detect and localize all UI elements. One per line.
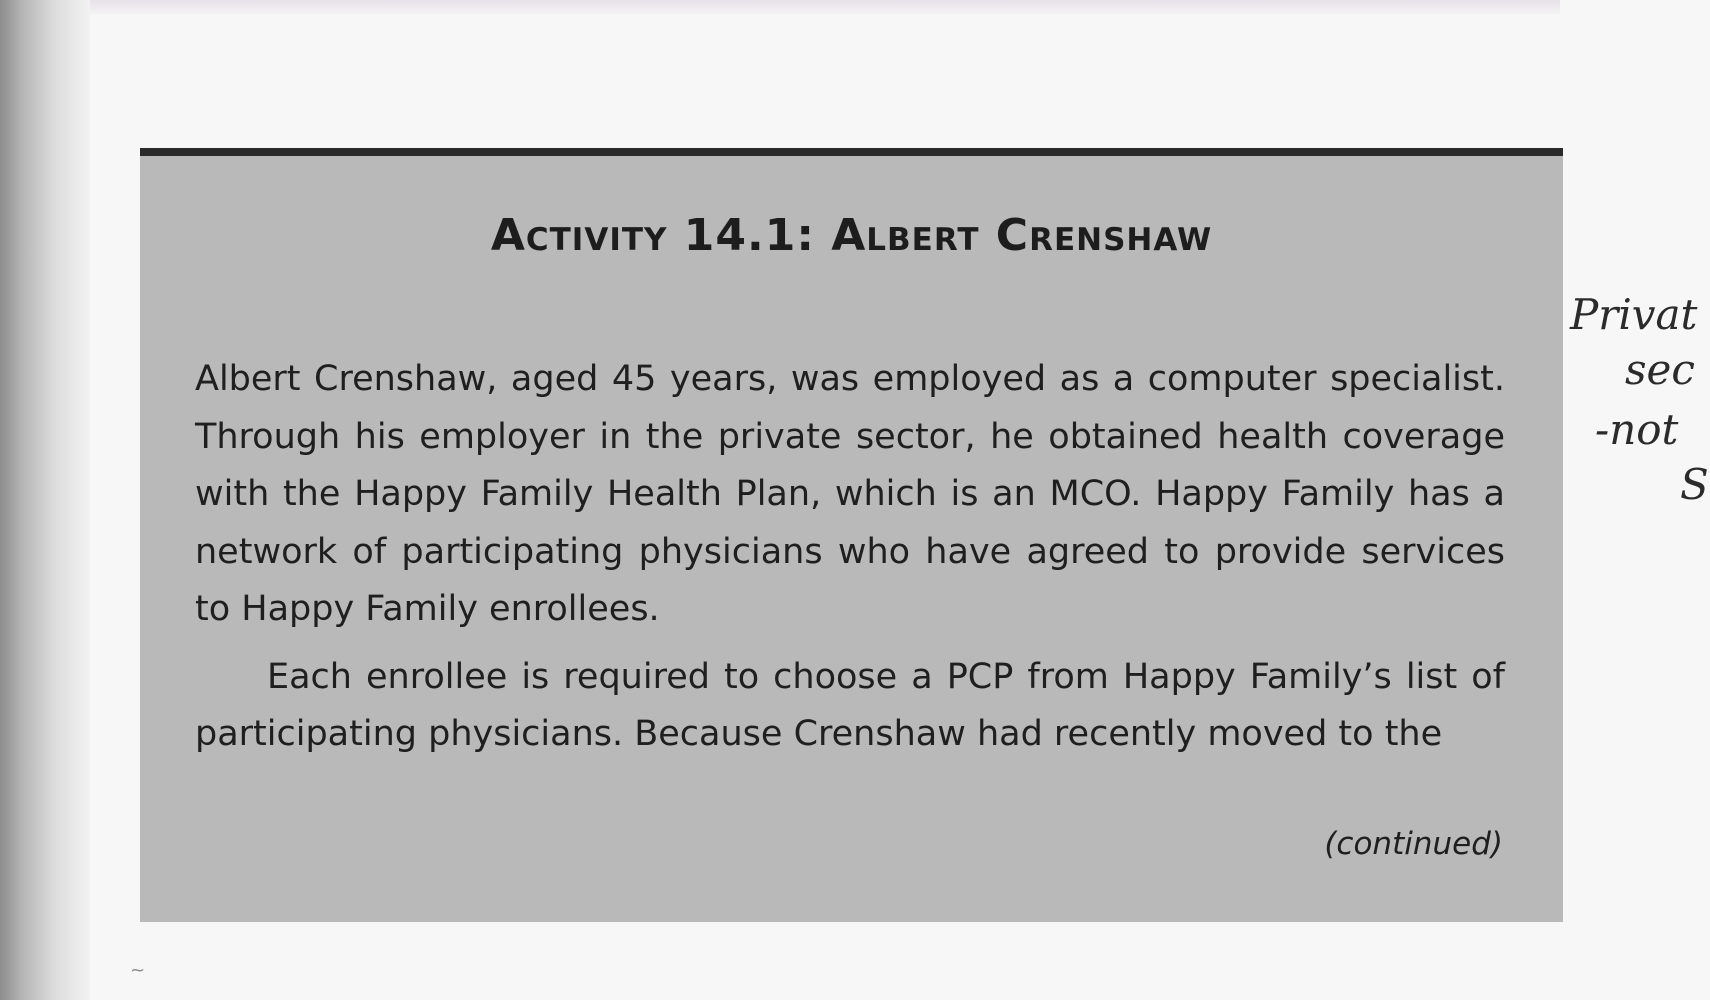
previous-page-bleed [90,0,1560,14]
handwritten-margin-note [1560,290,1710,520]
book-spine-shadow [0,0,90,1000]
activity-body [195,351,1505,764]
margin-note-line: -not [1595,405,1679,454]
margin-note-line: sec [1625,345,1695,394]
margin-note-line: S [1680,460,1709,509]
margin-note-line: Privat [1570,290,1698,339]
activity-box [140,148,1563,922]
stray-pen-mark: ~ [130,960,146,981]
continued-label: (continued) [1324,826,1503,862]
activity-paragraph-1: Albert Crenshaw, aged 45 years, was employed as a computer specialist. Through his employer in the private sector, he obtained health coverage with the Happy Family Health Plan, which is an MCO. Happy Family has a network of participating physicians who have agreed to provide services to Happy Family enrollees. [195,359,1505,629]
activity-title: Activity 14.1: Albert Crenshaw [490,210,1213,261]
activity-paragraph-2: Each enrollee is required to choose a PCP from Happy Family’s list of participating physicians. Because Crenshaw had recently moved to the [195,656,1505,754]
